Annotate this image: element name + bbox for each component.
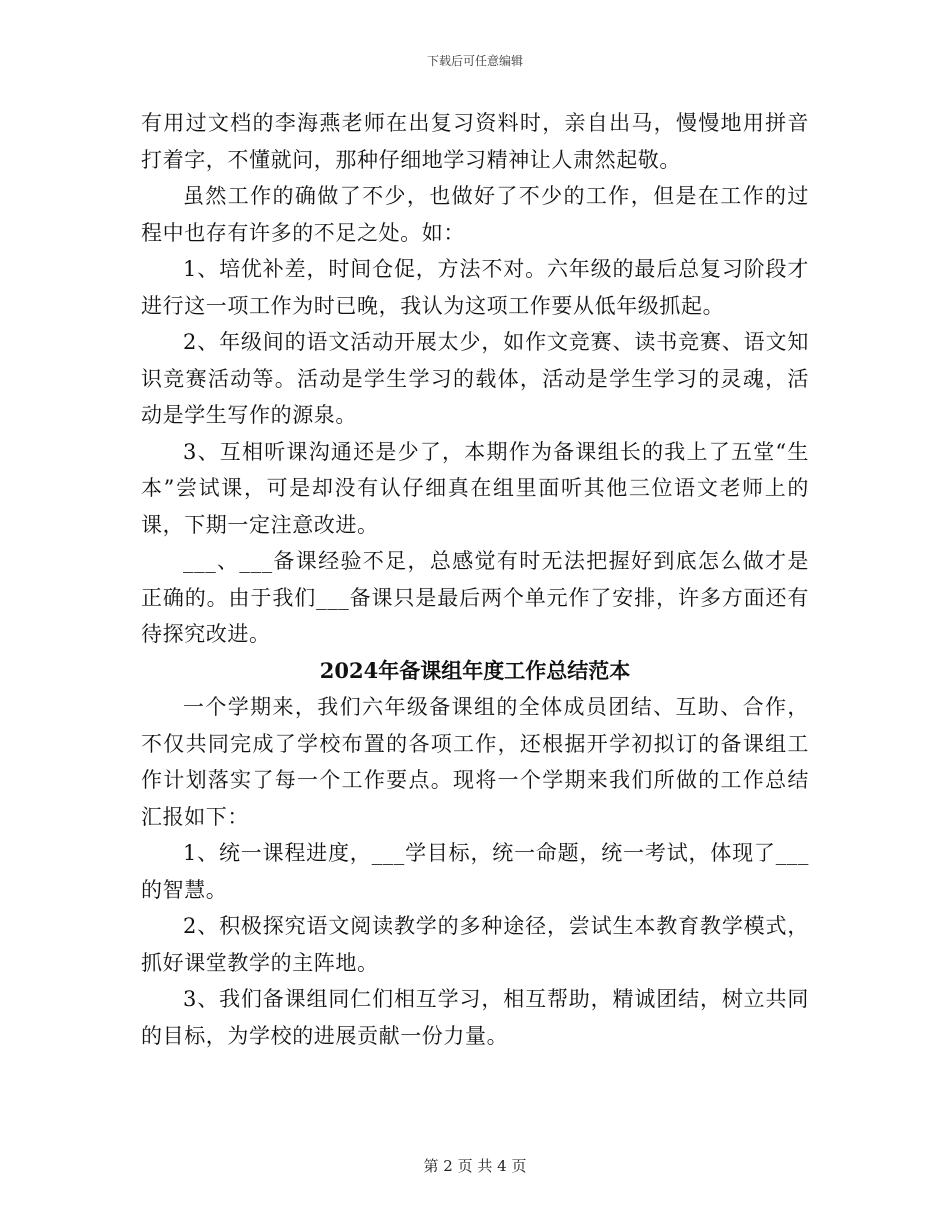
list-item: 3、互相听课沟通还是少了，本期作为备课组长的我上了五堂“生本”尝试课，可是却没有认仔细真在组里面听其他三位语文老师上的课，下期一定注意改进。 bbox=[141, 439, 809, 537]
list-item: ___、___备课经验不足，总感觉有时无法把握好到底怎么做才是正确的。由于我们___备课只是最后两个单元作了安排，许多方面还有待探究改进。 bbox=[141, 549, 809, 646]
section-title: 2024年备课组年度工作总结范本 bbox=[319, 657, 631, 683]
list-item: 2、年级间的语文活动开展太少，如作文竞赛、读书竞赛、语文知识竞赛活动等。活动是学生学习的载体，活动是学生学习的灵魂，活动是学生写作的源泉。 bbox=[141, 330, 809, 427]
list-item: 1、培优补差，时间仓促，方法不对。六年级的最后总复习阶段才进行这一项工作为时已晚，我认为这项工作要从低年级抓起。 bbox=[141, 257, 809, 318]
list-item: 1、统一课程进度，___学目标，统一命题，统一考试，体现了___的智慧。 bbox=[141, 841, 809, 902]
paragraph: 虽然工作的确做了不少，也做好了不少的工作，但是在工作的过程中也存有许多的不足之处。如： bbox=[141, 184, 809, 245]
page-number: 第 2 页 共 4 页 bbox=[423, 1157, 527, 1175]
list-item: 3、我们备课组同仁们相互学习，相互帮助，精诚团结，树立共同的目标，为学校的进展贡献一份力量。 bbox=[141, 987, 809, 1048]
paragraph: 有用过文档的李海燕老师在出复习资料时，亲自出马，慢慢地用拼音打着字，不懂就问，那种仔细地学习精神让人肃然起敬。 bbox=[141, 111, 809, 172]
paragraph: 一个学期来，我们六年级备课组的全体成员团结、互助、合作，不仅共同完成了学校布置的各项工作，还根据开学初拟订的备课组工作计划落实了每一个工作要点。现将一个学期来我们所做的工作总结汇报如下： bbox=[141, 695, 809, 829]
document-body bbox=[141, 105, 809, 1054]
page-header: 下载后可任意编辑 bbox=[426, 54, 523, 68]
list-item: 2、积极探究语文阅读教学的多种途径，尝试生本教育教学模式，抓好课堂教学的主阵地。 bbox=[141, 914, 809, 975]
